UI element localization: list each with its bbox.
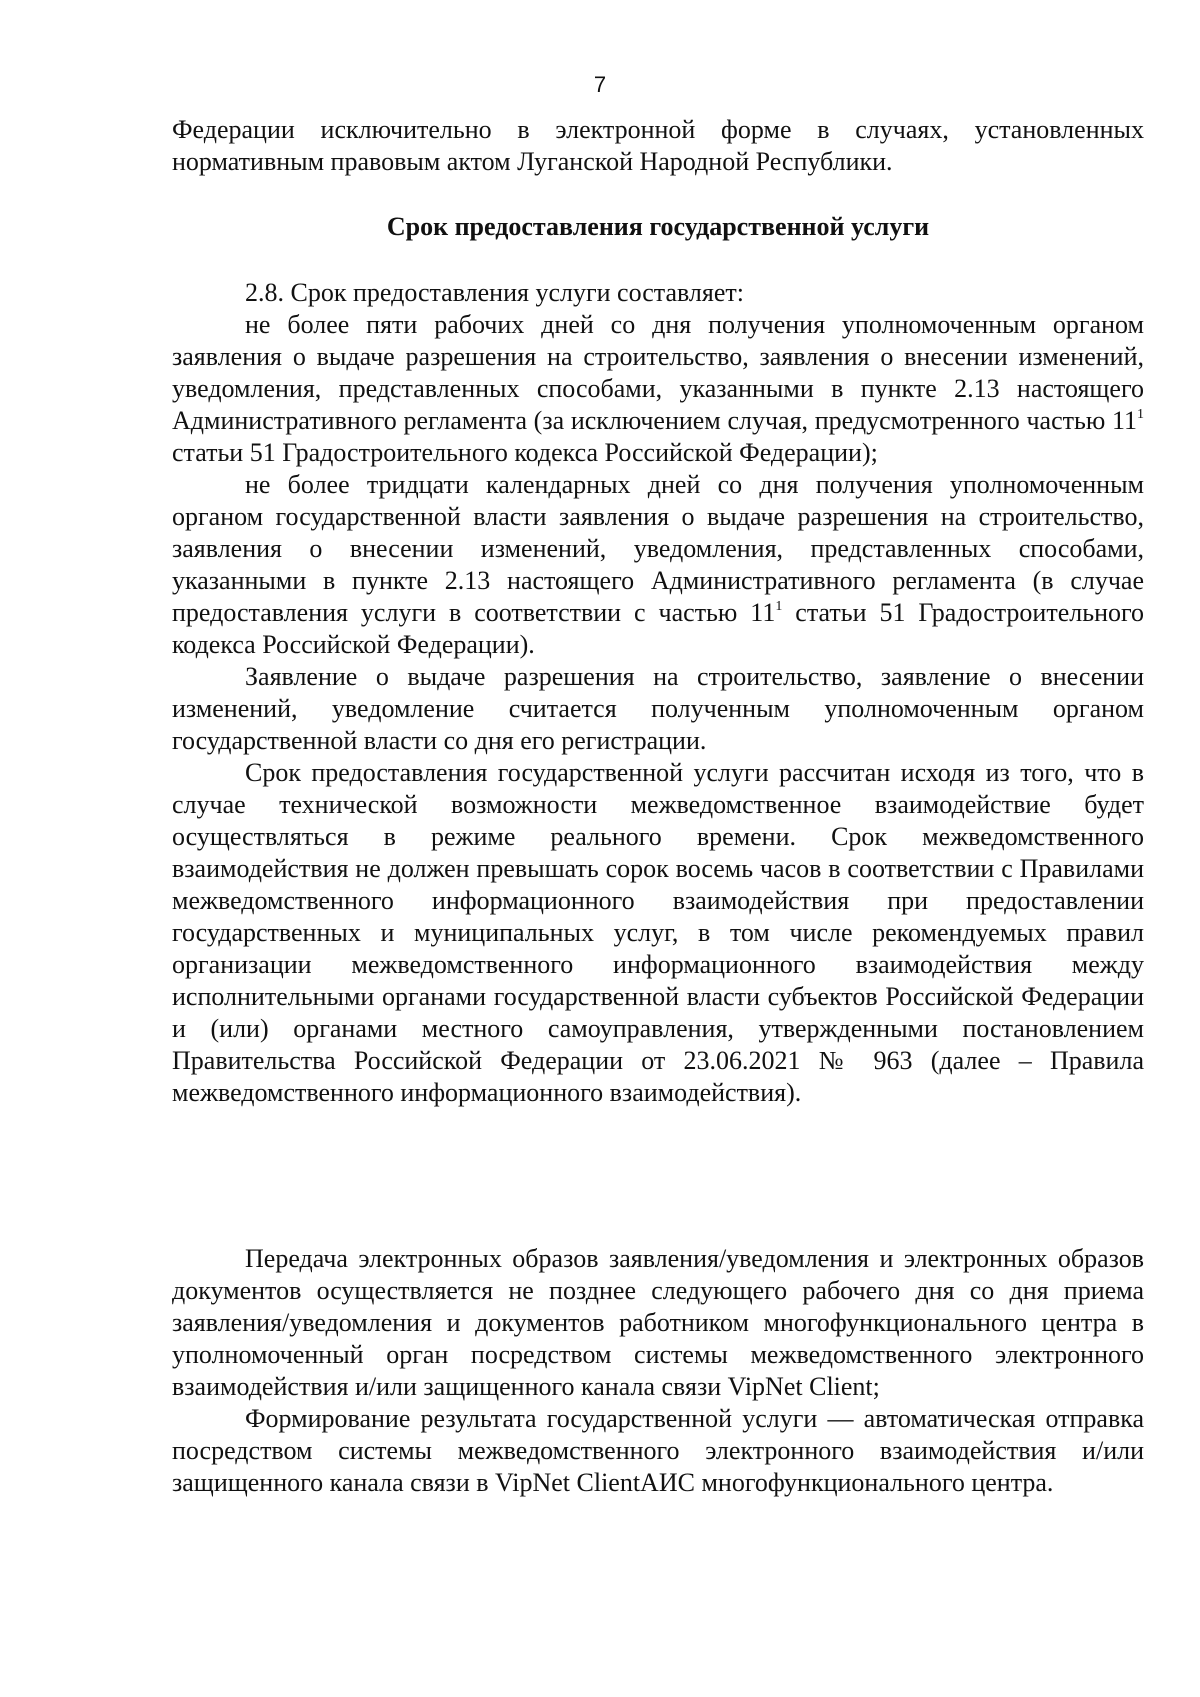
section-heading: Срок предоставления государственной услуги xyxy=(386,212,930,241)
term-paragraph-2-start: не более пяти рабочих дней со дня получения уполномоченным органом заявления о выдаче разрешения на строительство, заявления о внесении изменений, уведомления, представленных способами, указанными в пункте 2.13 настоящего Административного регламента (за исключением случая, предусмотренного частью 11 xyxy=(172,310,1144,435)
term-paragraph-2-sup: 1 xyxy=(1137,407,1144,422)
transfer-block xyxy=(172,1243,1144,1499)
term-paragraph-1: 2.8. Срок предоставления услуги составляет: xyxy=(245,278,744,307)
transfer-paragraph-2: Формирование результата государственной услуги — автоматическая отправка посредством системы межведомственного электронного взаимодействия и/или защищенного канала связи в VipNet ClientАИС многофункционального центра. xyxy=(172,1404,1144,1497)
term-paragraph-3-sup: 1 xyxy=(775,599,783,614)
term-paragraph-4: Заявление о выдаче разрешения на строительство, заявление о внесении изменений, уведомление считается полученным уполномоченным органом государственной власти со дня его регистрации. xyxy=(172,662,1144,755)
page-number: 7 xyxy=(593,72,607,97)
term-block xyxy=(172,277,1144,1109)
intro-block xyxy=(172,114,1144,178)
term-paragraph-2 xyxy=(172,309,1144,469)
term-paragraph-5: Срок предоставления государственной услуги рассчитан исходя из того, что в случае технической возможности межведомственное взаимодействие будет осуществляться в режиме реального времени. Срок межведомственного взаимодействия не должен превышать сорок восемь часов в соответствии с Правилами межведомственного информационного взаимодействия при предоставлении государственных и муниципальных услуг, в том числе рекомендуемых правил организации межведомственного информационного взаимодействия между исполнительными органами государственной власти субъектов Российской Федерации и (или) органами местного самоуправления, утвержденными постановлением Правительства Российской Федерации от 23.06.2021 № 963 (далее – Правила межведомственного информационного взаимодействия). xyxy=(172,758,1144,1107)
intro-paragraph: Федерации исключительно в электронной форме в случаях, установленных нормативным правовым актом Луганской Народной Республики. xyxy=(172,115,1144,176)
transfer-paragraph-1: Передача электронных образов заявления/уведомления и электронных образов документов осуществляется не позднее следующего рабочего дня со дня приема заявления/уведомления и документов работником многофункционального центра в уполномоченный орган посредством системы межведомственного электронного взаимодействия и/или защищенного канала связи VipNet Client; xyxy=(172,1244,1144,1401)
term-paragraph-3-start: не более тридцати календарных дней со дня получения уполномоченным органом государственной власти заявления о выдаче разрешения на строительство, заявления о внесении изменений, уведомления, представленных способами, указанными в пункте 2.13 настоящего Административного регламента (в случае предоставления услуги в соответствии с частью 11 xyxy=(172,470,1144,627)
term-paragraph-3-end: статьи 51 Градостроительного кодекса Российской Федерации). xyxy=(172,598,1144,659)
term-paragraph-3 xyxy=(172,469,1144,661)
term-paragraph-2-end: статьи 51 Градостроительного кодекса Российской Федерации); xyxy=(172,438,878,467)
